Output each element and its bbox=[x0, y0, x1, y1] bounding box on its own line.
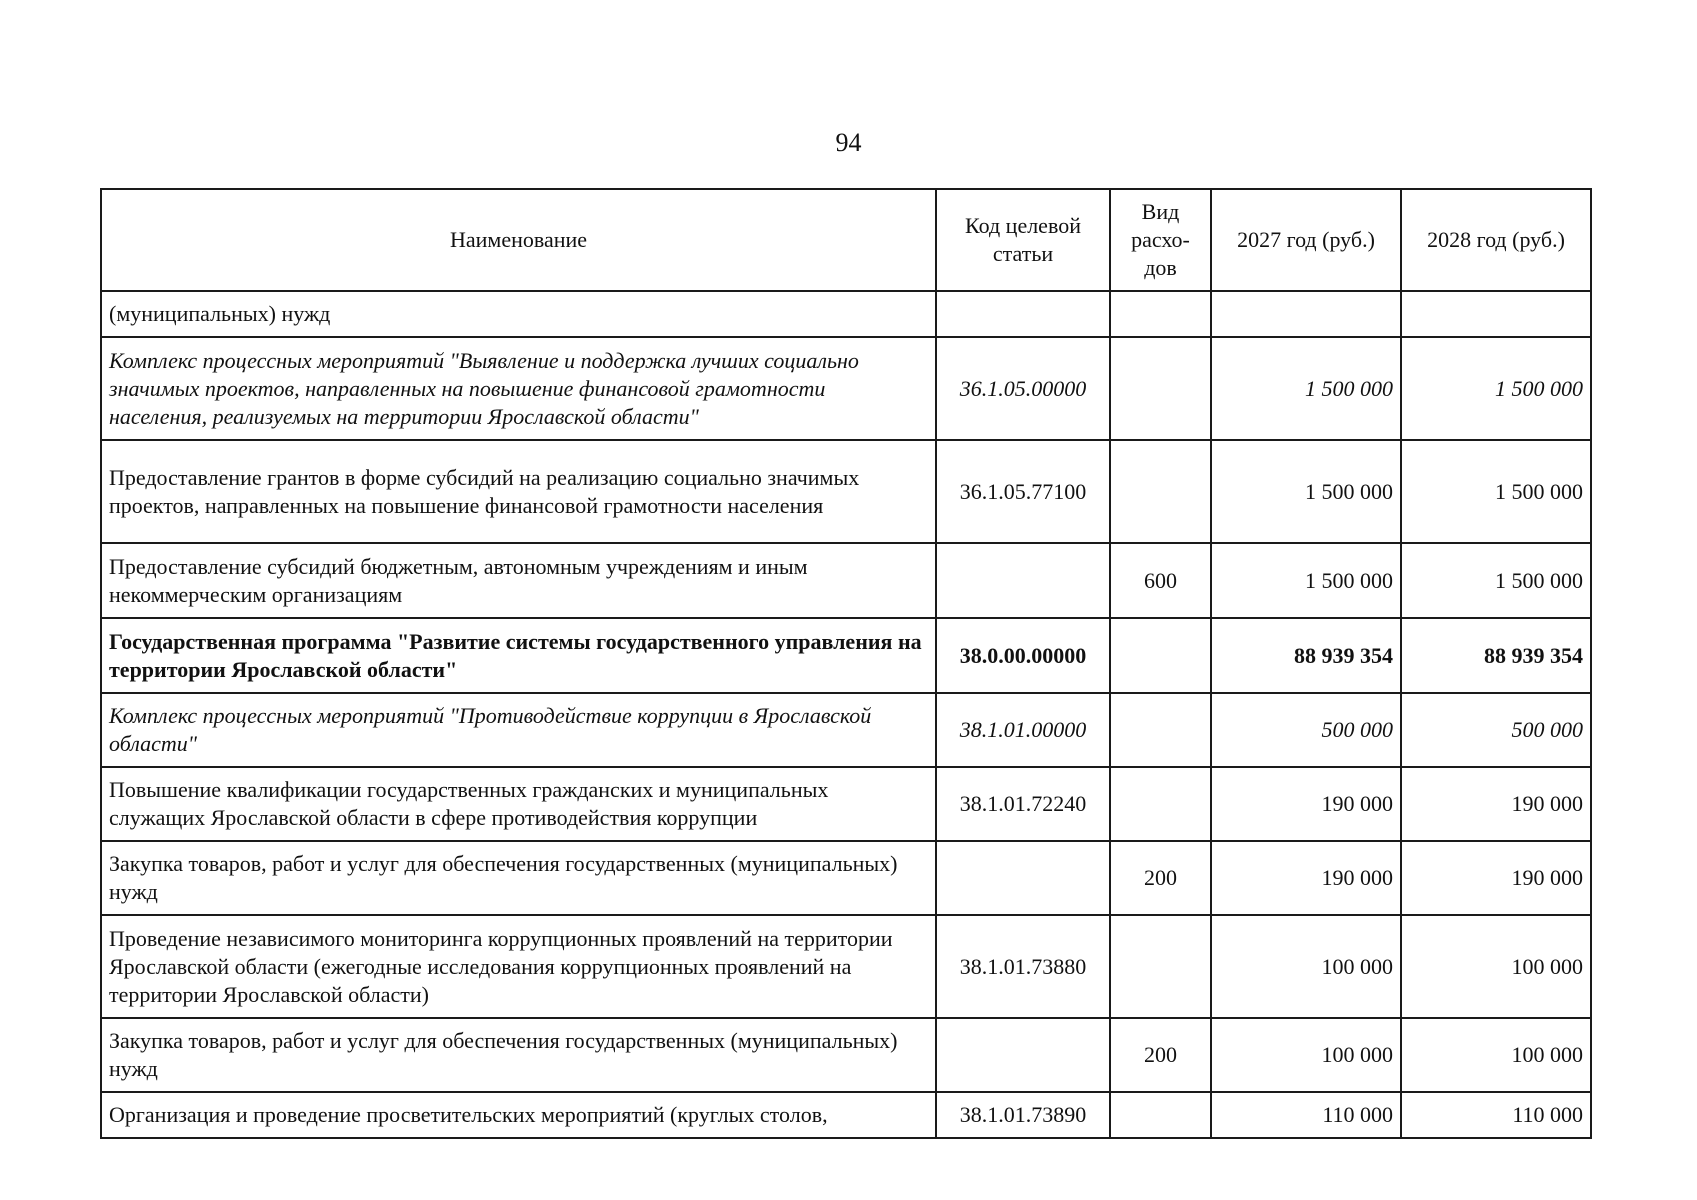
row-2028: 100 000 bbox=[1401, 1018, 1591, 1092]
row-code: 36.1.05.00000 bbox=[936, 337, 1110, 440]
row-code: 38.1.01.73890 bbox=[936, 1092, 1110, 1138]
header-2028: 2028 год (руб.) bbox=[1401, 189, 1591, 291]
row-2027: 88 939 354 bbox=[1211, 618, 1401, 693]
row-kind bbox=[1110, 618, 1211, 693]
row-name: Государственная программа "Развитие системы государственного управления на территории Ярославской области" bbox=[101, 618, 936, 693]
row-2027: 190 000 bbox=[1211, 767, 1401, 841]
row-2028: 500 000 bbox=[1401, 693, 1591, 767]
row-2028: 1 500 000 bbox=[1401, 440, 1591, 543]
table-header-row bbox=[101, 189, 1591, 291]
row-kind: 200 bbox=[1110, 1018, 1211, 1092]
budget-table bbox=[100, 188, 1592, 1139]
row-kind bbox=[1110, 915, 1211, 1018]
table-row bbox=[101, 337, 1591, 440]
row-name: (муниципальных) нужд bbox=[101, 291, 936, 337]
header-kind: Вид расхо-дов bbox=[1110, 189, 1211, 291]
row-2027: 1 500 000 bbox=[1211, 337, 1401, 440]
row-2027: 1 500 000 bbox=[1211, 543, 1401, 618]
row-kind bbox=[1110, 337, 1211, 440]
table-row bbox=[101, 915, 1591, 1018]
row-kind: 600 bbox=[1110, 543, 1211, 618]
row-2028: 1 500 000 bbox=[1401, 337, 1591, 440]
table-row bbox=[101, 618, 1591, 693]
table-row bbox=[101, 693, 1591, 767]
row-2027: 100 000 bbox=[1211, 1018, 1401, 1092]
row-name: Проведение независимого мониторинга коррупционных проявлений на территории Ярославской области (ежегодные исследования коррупционных проявлений на территории Ярославской области) bbox=[101, 915, 936, 1018]
row-2027: 1 500 000 bbox=[1211, 440, 1401, 543]
header-name: Наименование bbox=[101, 189, 936, 291]
table-row bbox=[101, 767, 1591, 841]
table-row bbox=[101, 1092, 1591, 1138]
row-2027: 190 000 bbox=[1211, 841, 1401, 915]
row-2027: 110 000 bbox=[1211, 1092, 1401, 1138]
row-2028: 190 000 bbox=[1401, 841, 1591, 915]
row-kind bbox=[1110, 693, 1211, 767]
row-name: Закупка товаров, работ и услуг для обеспечения государственных (муниципальных) нужд bbox=[101, 841, 936, 915]
row-name: Комплекс процессных мероприятий "Противодействие коррупции в Ярославской области" bbox=[101, 693, 936, 767]
row-2028 bbox=[1401, 291, 1591, 337]
row-name: Закупка товаров, работ и услуг для обеспечения государственных (муниципальных) нужд bbox=[101, 1018, 936, 1092]
row-kind bbox=[1110, 767, 1211, 841]
table-row bbox=[101, 291, 1591, 337]
row-code bbox=[936, 1018, 1110, 1092]
row-code bbox=[936, 291, 1110, 337]
table-row bbox=[101, 543, 1591, 618]
row-name: Предоставление грантов в форме субсидий на реализацию социально значимых проектов, направленных на повышение финансовой грамотности населения bbox=[101, 440, 936, 543]
row-2027 bbox=[1211, 291, 1401, 337]
table-row bbox=[101, 440, 1591, 543]
page-number: 94 bbox=[835, 128, 862, 157]
row-code: 38.1.01.72240 bbox=[936, 767, 1110, 841]
row-2028: 190 000 bbox=[1401, 767, 1591, 841]
row-2028: 110 000 bbox=[1401, 1092, 1591, 1138]
row-kind bbox=[1110, 1092, 1211, 1138]
table-row bbox=[101, 1018, 1591, 1092]
header-code: Код целевой статьи bbox=[936, 189, 1110, 291]
row-2027: 500 000 bbox=[1211, 693, 1401, 767]
row-2028: 1 500 000 bbox=[1401, 543, 1591, 618]
row-code: 38.1.01.73880 bbox=[936, 915, 1110, 1018]
row-name: Предоставление субсидий бюджетным, автономным учреждениям и иным некоммерческим организациям bbox=[101, 543, 936, 618]
row-code: 36.1.05.77100 bbox=[936, 440, 1110, 543]
row-2027: 100 000 bbox=[1211, 915, 1401, 1018]
row-kind bbox=[1110, 440, 1211, 543]
row-2028: 100 000 bbox=[1401, 915, 1591, 1018]
row-name: Повышение квалификации государственных гражданских и муниципальных служащих Ярославской области в сфере противодействия коррупции bbox=[101, 767, 936, 841]
header-2027: 2027 год (руб.) bbox=[1211, 189, 1401, 291]
row-name: Комплекс процессных мероприятий "Выявление и поддержка лучших социально значимых проектов, направленных на повышение финансовой грамотности населения, реализуемых на территории Ярославской области" bbox=[101, 337, 936, 440]
row-code: 38.1.01.00000 bbox=[936, 693, 1110, 767]
row-code: 38.0.00.00000 bbox=[936, 618, 1110, 693]
row-code bbox=[936, 543, 1110, 618]
table-row bbox=[101, 841, 1591, 915]
row-code bbox=[936, 841, 1110, 915]
row-2028: 88 939 354 bbox=[1401, 618, 1591, 693]
row-kind bbox=[1110, 291, 1211, 337]
row-name: Организация и проведение просветительских мероприятий (круглых столов, bbox=[101, 1092, 936, 1138]
row-kind: 200 bbox=[1110, 841, 1211, 915]
